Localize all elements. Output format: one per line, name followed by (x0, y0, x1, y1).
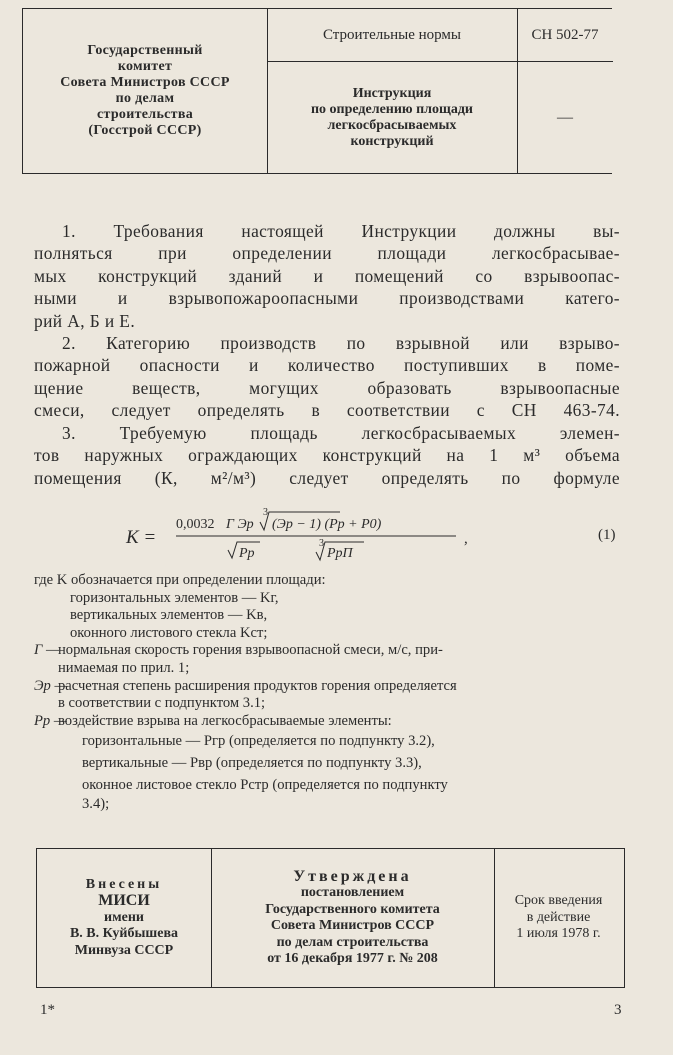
agency-line: Совета Министров СССР (60, 75, 230, 90)
def-text: нормальная скорость горения взрывоопасной смеси, м/с, при- (58, 642, 443, 659)
text-line: пожарной опасности и количество поступивших в поме- (34, 355, 620, 376)
approved-cell (211, 849, 495, 987)
agency-line: по делам (115, 91, 175, 106)
title-cell (267, 9, 518, 173)
norms-label: Строительные нормы (267, 9, 517, 62)
effective-line: Срок введения (514, 893, 603, 909)
text-line: 2. Категорию производств по взрывной или взрыво- (62, 333, 620, 353)
effective-line: 1 июля 1978 г. (516, 926, 601, 942)
agency-cell (23, 9, 268, 173)
formula-1 (126, 506, 626, 568)
def-e (34, 678, 624, 713)
introduced-cell (37, 849, 212, 987)
def-text: расчетная степень расширения продуктов горения определяется (58, 677, 457, 694)
root-index: 3 (263, 507, 268, 518)
def-symbol: Г — (34, 642, 59, 659)
document-title (267, 62, 517, 174)
def-item: вертикальных элементов — Kв, (70, 607, 268, 624)
text-line: тов наружных ограждающих конструкций на 1 м³ объема (34, 445, 620, 466)
def-symbol: Эр — (34, 677, 68, 694)
agency-line: (Госстрой СССР) (88, 123, 202, 138)
def-item: 3.4); (82, 796, 110, 813)
text-line: мых конструкций зданий и помещений со взрывоопас- (34, 265, 620, 286)
page-number: 3 (614, 1002, 622, 1018)
def-text: в соответствии с подпунктом 3.1; (58, 695, 266, 712)
text-line: 3. Требуемую площадь легкосбрасываемых элемен- (62, 423, 620, 443)
formula-lhs: K = (126, 527, 157, 548)
paragraph-1 (34, 220, 620, 332)
def-item: оконное листовое стекло Рстр (определяется по подпункту (82, 777, 448, 794)
formula-g: Г Эр (226, 517, 254, 532)
text-line: рий А, Б и Е. (34, 310, 136, 331)
formula-denom-b: РрП (327, 546, 353, 561)
agency-line: строительства (96, 107, 193, 122)
approved-line: Государственного комитета (265, 901, 440, 917)
def-item: вертикальные — Рвр (определяется по подпункту 3.3), (82, 755, 422, 772)
replaces-dash: — (557, 109, 573, 126)
formula-number: (1) (598, 527, 616, 543)
title-line: Инструкция (352, 86, 432, 101)
def-item: оконного листового стекла Kст; (70, 624, 268, 641)
code-cell (517, 9, 613, 173)
title-line: легкосбрасываемых (327, 118, 457, 133)
org-line: имени (104, 909, 144, 925)
text-line: полняться при определении площади легкосбрасывае- (34, 243, 620, 264)
header-table (22, 8, 612, 174)
formula-denom-a: Рр (239, 546, 255, 561)
formula-comma: , (464, 531, 468, 547)
def-text: нимаемая по прил. 1; (58, 659, 190, 676)
introduced-label: Внесены (85, 876, 163, 892)
org-line: Минвуза СССР (74, 942, 174, 958)
approved-label: Утверждена (293, 867, 412, 885)
approved-line: Совета Министров СССР (270, 918, 435, 933)
title-line: по определению площади (310, 102, 474, 117)
footer-table (36, 848, 625, 988)
formula-numerator-rest: (Эр − 1) (Рр + Р0) (272, 517, 382, 532)
agency-line: комитет (117, 59, 173, 74)
effective-line: в действие (526, 909, 591, 925)
text-line: 1. Требования настоящей Инструкции должны вы- (62, 221, 620, 241)
org-line: МИСИ (98, 892, 150, 910)
org-line: В. В. Куйбышева (69, 926, 179, 942)
def-symbol: Рр — (34, 712, 67, 729)
defs-intro: где K обозначается при определении площади: (34, 572, 326, 588)
def-item: горизонтальных элементов — Kг, (70, 589, 279, 606)
text-line: смеси, следует определять в соответствии с СН 463-74. (34, 400, 620, 421)
approved-line: постановлением (300, 885, 405, 900)
def-p (34, 713, 624, 731)
definitions (34, 572, 624, 814)
approved-line: по делам строительства (276, 934, 429, 950)
def-g (34, 642, 624, 677)
text-line: щение веществ, могущих образовать взрывоопасные (34, 377, 620, 398)
signature-mark: 1* (40, 1002, 55, 1018)
text-line: ными и взрывопожароопасными производствами катего- (34, 288, 620, 309)
paragraph-3 (34, 422, 620, 489)
def-item: горизонтальные — Ргр (определяется по подпункту 3.2), (82, 733, 435, 750)
title-line: конструкций (350, 134, 434, 149)
approved-line: от 16 декабря 1977 г. № 208 (267, 951, 438, 966)
def-text: воздействие взрыва на легкосбрасываемые элементы: (58, 712, 392, 729)
formula-coef: 0,0032 (176, 517, 215, 532)
text-line: помещения (К, м²/м³) следует определять по формуле (34, 467, 620, 488)
agency-line: Государственный (87, 43, 203, 58)
root-index: 3 (319, 538, 324, 549)
document-code: СН 502-77 (517, 9, 613, 62)
effective-cell (494, 849, 623, 987)
paragraph-2 (34, 332, 620, 422)
